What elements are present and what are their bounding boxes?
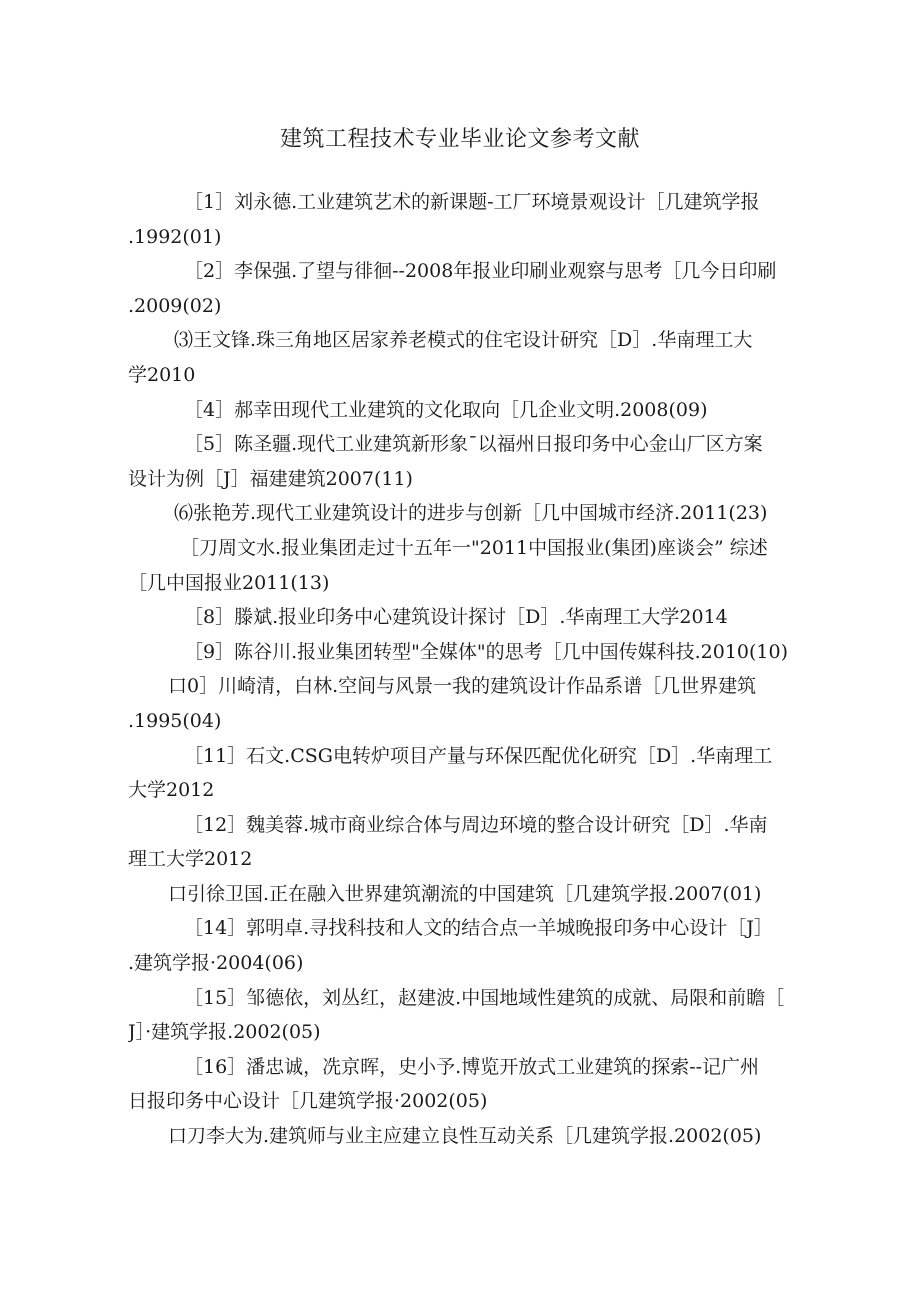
reference-line: ⑶王文锋.珠三角地区居家养老模式的住宅设计研究［D］.华南理工大 [174, 329, 753, 352]
reference-line: ［11］石文.CSG电转炉项目产量与环保匹配优化研究［D］.华南理工 [184, 744, 773, 767]
reference-item [128, 427, 798, 496]
reference-line: ［12］魏美蓉.城市商业综合体与周边环境的整合设计研究［D］.华南 [184, 813, 768, 836]
reference-item [128, 1119, 798, 1154]
reference-item [128, 981, 798, 1050]
reference-line: ［4］郝幸田现代工业建筑的文化取向［几企业文明.2008(09) [184, 398, 708, 421]
reference-item [128, 877, 798, 912]
reference-item [128, 600, 798, 635]
reference-list [128, 185, 798, 1154]
reference-line: J］·建筑学报.2002(05) [128, 1021, 321, 1044]
reference-line: ［15］邹德依，刘丛红，赵建波.中国地域性建筑的成就、局限和前瞻［ [184, 986, 785, 1009]
document-title: 建筑工程技术专业毕业论文参考文献 [279, 127, 640, 152]
reference-item [128, 739, 798, 808]
reference-item [128, 1050, 798, 1119]
reference-line: ［刀周文水.报业集团走过十五年一"2011中国报业(集团)座谈会” 综述 [180, 536, 768, 559]
reference-item [128, 635, 798, 670]
reference-item [128, 323, 798, 392]
reference-line: ［5］陈圣疆.现代工业建筑新形象¯以福州日报印务中心金山厂区方案 [184, 433, 763, 456]
reference-line: ［8］滕斌.报业印务中心建筑设计探讨［D］.华南理工大学2014 [184, 606, 728, 629]
reference-line: 口刀李大为.建筑师与业主应建立良性互动关系［几建筑学报.2002(05) [168, 1125, 762, 1148]
reference-line: 口0］川崎清，白林.空间与风景一我的建筑设计作品系谱［几世界建筑 [168, 675, 757, 698]
reference-item [128, 496, 798, 531]
reference-line: 大学2012 [128, 779, 215, 802]
reference-line: .1992(01) [128, 225, 222, 248]
reference-line: .1995(04) [128, 709, 222, 732]
reference-item [128, 393, 798, 428]
reference-line: 口引徐卫国.正在融入世界建筑潮流的中国建筑［几建筑学报.2007(01) [168, 882, 762, 905]
reference-line: ［14］郭明卓.寻找科技和人文的结合点一羊城晚报印务中心设计［J］ [184, 917, 773, 940]
reference-line: ［9］陈谷川.报业集团转型"全媒体"的思考［几中国传媒科技.2010(10) [184, 640, 789, 663]
reference-line: .2009(02) [128, 294, 222, 317]
reference-line: ［16］潘忠诚，冼京晖，史小予.博览开放式工业建筑的探索--记广州 [184, 1055, 760, 1078]
reference-line: 理工大学2012 [128, 848, 253, 871]
reference-line: ［几中国报业2011(13) [128, 571, 330, 594]
reference-item [128, 531, 798, 600]
reference-item [128, 669, 798, 738]
reference-item [128, 254, 798, 323]
reference-item [128, 911, 798, 980]
reference-item [128, 808, 798, 877]
reference-line: ［2］李保强.了望与徘徊--2008年报业印刷业观察与思考［几今日印刷 [184, 260, 777, 283]
reference-item [128, 185, 798, 254]
reference-line: .建筑学报·2004(06) [128, 952, 304, 975]
reference-line: 日报印务中心设计［几建筑学报·2002(05) [128, 1090, 488, 1113]
reference-line: 设计为例［J］福建建筑2007(11) [128, 467, 413, 490]
reference-line: ［1］刘永德.工业建筑艺术的新课题-工厂环境景观设计［几建筑学报 [184, 191, 760, 213]
reference-line: 学2010 [128, 363, 196, 386]
reference-line: ⑹张艳芳.现代工业建筑设计的进步与创新［几中国城市经济.2011(23) [174, 502, 768, 525]
